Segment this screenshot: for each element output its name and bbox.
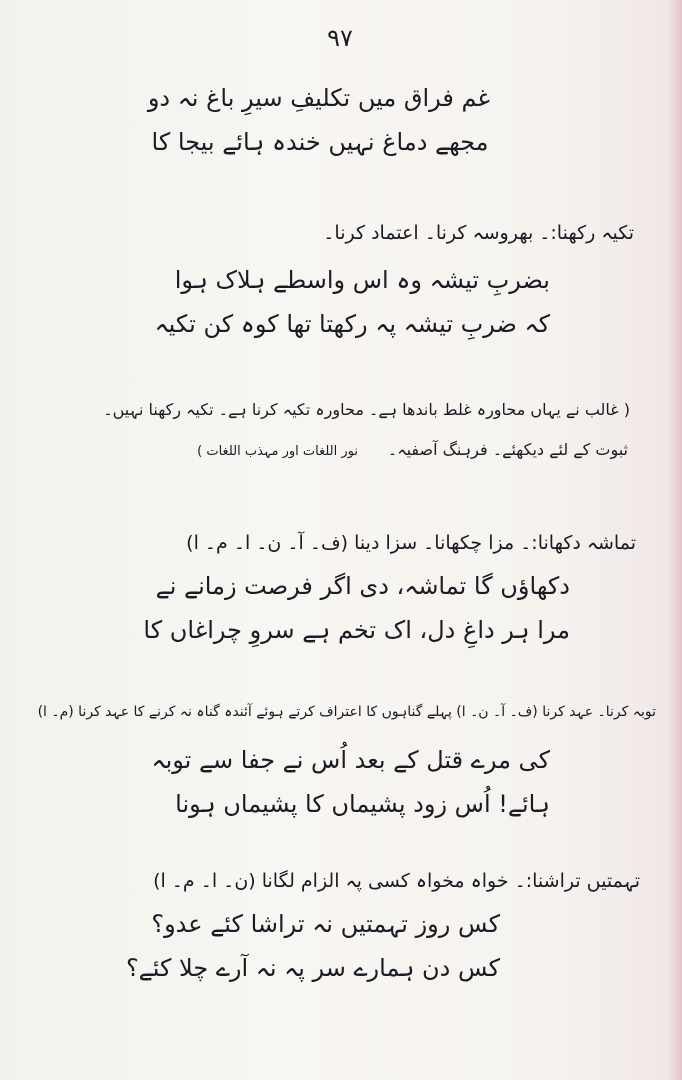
- entry-heading-tamasha: تماشہ دکھانا:۔ مزا چکھانا۔ سزا دینا (ف۔ آ۔ ن۔ ا۔ م۔ ا): [186, 532, 636, 554]
- couplet-5-line-1: کس روز تہمتیں نہ تراشا کئے عدو؟: [151, 910, 500, 938]
- couplet-3-line-2: مرا ہر داغِ دل، اک تخم ہے سروِ چراغاں کا: [143, 616, 570, 644]
- note-line-2-tail: نور اللغات اور مہذب اللغات ): [197, 444, 358, 459]
- entry-heading-takiya: تکیہ رکھنا:۔ بھروسہ کرنا۔ اعتماد کرنا۔: [323, 222, 634, 244]
- couplet-2-line-1: بضربِ تیشہ وہ اس واسطے ہلاک ہوا: [174, 266, 550, 294]
- couplet-4-line-2: ہائے! اُس زود پشیماں کا پشیماں ہونا: [175, 790, 550, 818]
- couplet-1-line-2: مجھے دماغ نہیں خندہ ہائے بیجا کا: [151, 128, 489, 156]
- note-line-2: ثبوت کے لئے دیکھئے۔ فرہنگ آصفیہ۔: [387, 440, 628, 459]
- couplet-5-line-2: کس دن ہمارے سر پہ نہ آرے چلا کئے؟: [125, 954, 500, 982]
- couplet-1-line-1: غم فراق میں تکلیفِ سیرِ باغ نہ دو: [147, 84, 490, 112]
- page-number: ۹۷: [327, 24, 353, 52]
- page-edge: [668, 0, 682, 1080]
- entry-heading-tohmatein: تہمتیں تراشنا:۔ خواہ مخواہ کسی پہ الزام لگانا (ن۔ ا۔ م۔ ا): [153, 870, 640, 892]
- note-line-1: ( غالب نے یہاں محاورہ غلط باندھا ہے۔ محاورہ تکیہ کرنا ہے۔ تکیہ رکھنا نہیں۔: [103, 400, 630, 419]
- couplet-3-line-1: دکھاؤں گا تماشہ، دی اگر فرصت زمانے نے: [155, 572, 570, 600]
- couplet-2-line-2: کہ ضربِ تیشہ پہ رکھتا تھا کوہ کن تکیہ: [154, 310, 550, 338]
- couplet-4-line-1: کی مرے قتل کے بعد اُس نے جفا سے توبہ: [151, 746, 550, 774]
- entry-heading-tauba: توبہ کرنا۔ عہد کرنا (ف۔ آ۔ ن۔ ا) پہلے گناہوں کا اعتراف کرتے ہوئے آئندہ گناہ نہ کرنے کا عہد کرنا (م۔ ا): [37, 704, 656, 720]
